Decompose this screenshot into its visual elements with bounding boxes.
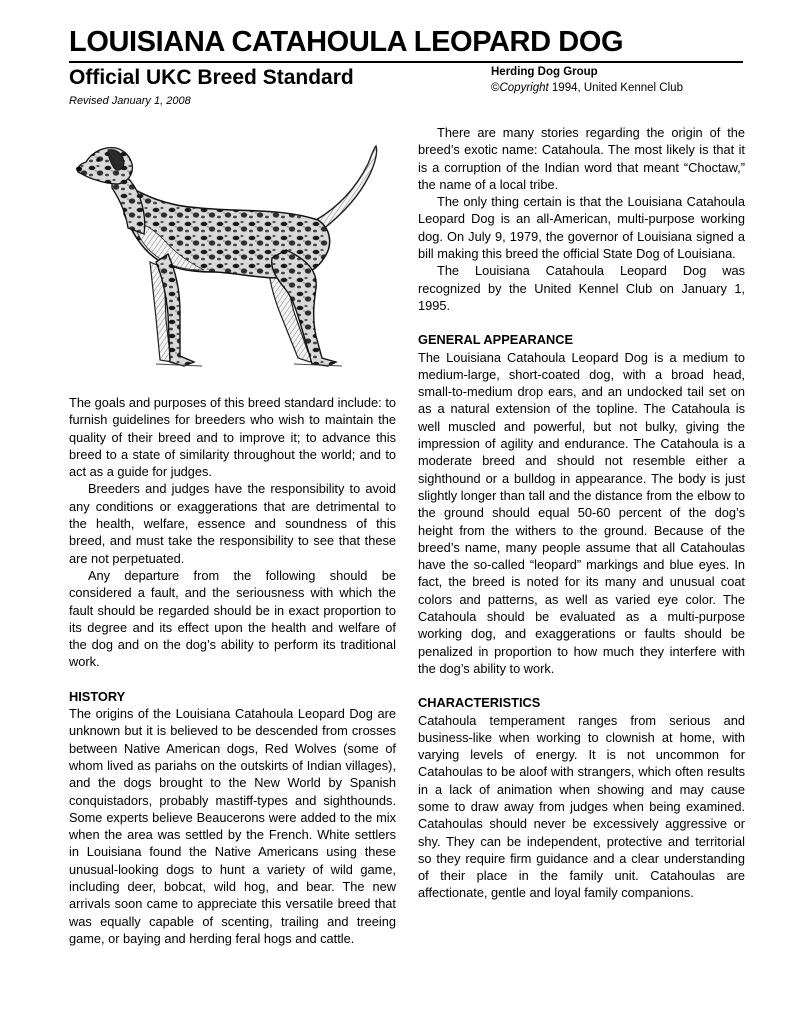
right-column: [418, 124, 745, 902]
copyright-word: Copyright: [499, 82, 549, 94]
origin-paragraph: The Louisiana Catahoula Leopard Dog was recognized by the United Kennel Club on January 1, 1995.: [418, 263, 745, 313]
breed-group: Herding Dog Group: [491, 66, 598, 78]
history-paragraph: The origins of the Louisiana Catahoula Leopard Dog are unknown but it is believed to be descended from crosses between Native American dogs, Red Wolves (some of whom lived as pariahs on the outskirts of Indian villages), and the dogs brought to the New World by Spanish conquistadors, probably mastiff-types and sighthounds. Some experts believe Beaucerons were added to the mix when the area was settled by the French. White settlers in Louisiana found the Native Americans using these unusual-looking dogs to hunt a variety of wild game, including deer, bobcat, wild hog, and bear. The new arrivals soon came to appreciate this versatile breed that was equally capable of scenting, trailing and treeing game, or baying and herding feral hogs and cattle.: [69, 706, 396, 946]
intro-paragraph: Breeders and judges have the responsibility to avoid any conditions or exaggerations that are detrimental to the health, welfare, essence and soundness of this breed, and must take the responsibility to see that these are not perpetuated.: [69, 481, 396, 566]
characteristics-heading: CHARACTERISTICS: [418, 695, 541, 711]
copyright-line: [491, 82, 683, 94]
intro-paragraph: Any departure from the following should be considered a fault, and the seriousness with which the fault should be regarded should be in exact proportion to its degree and its effect upon the health and welfare of the dog and on the dog’s ability to perform its traditional work.: [69, 567, 396, 670]
copyright-symbol: ©: [491, 82, 500, 94]
intro-paragraph: The goals and purposes of this breed standard include: to furnish guidelines for breeders who wish to maintain the quality of their breed and to improve it; to advance this breed to a state of similarity throughout the world; and to act as a guide for judges.: [69, 395, 396, 480]
revised-date: Revised January 1, 2008: [69, 95, 191, 107]
history-heading: HISTORY: [69, 688, 126, 704]
page-title: LOUISIANA CATAHOULA LEOPARD DOG: [69, 26, 624, 58]
characteristics-paragraph: Catahoula temperament ranges from serious and business-like when working to clownish at home, with varying levels of energy. It is not uncommon for Catahoulas to be aloof with strangers, which often results in a lack of animation when showing and may cause some to draw away from judges when being examined. Catahoulas should never be excessively aggressive or shy. They can be independent, protective and territorial so they require firm guidance and a clear understanding of their place in the family unit. Catahoulas are affectionate, gentle and loyal family companions.: [418, 712, 745, 901]
page-subtitle: Official UKC Breed Standard: [69, 66, 354, 89]
copyright-rest: 1994, United Kennel Club: [548, 82, 683, 94]
origin-paragraph: There are many stories regarding the origin of the breed’s exotic name: Catahoula. The most likely is that it is a corruption of the Indian word that meant “Choctaw,” the name of a local tribe.: [418, 125, 745, 192]
title-rule: [69, 61, 743, 63]
general-appearance-paragraph: The Louisiana Catahoula Leopard Dog is a medium to medium-large, short-coated dog, with a broad head, small-to-medium drop ears, and an undocked tail set on as a natural extension of the topline. The Catahoula is well muscled and powerful, but not bulky, giving the impression of agility and endurance. The Catahoula is a moderate breed and should not resemble either a sighthound or a bulldog in appearance. The body is just slightly longer than tall and the distance from the elbow to the ground should equal 50-60 percent of the dog’s height from the withers to the ground. Because of the breed’s name, many people assume that all Catahoulas have the so-called “leopard” markings and blue eyes. In fact, the breed is noted for its many and unusual coat colors and patterns, as well as varied eye color. The Catahoula should be evaluated as a multi-purpose working dog, and exaggerations or faults should be penalized in proportion to how much they interfere with the dog’s ability to work.: [418, 349, 745, 676]
origin-paragraph: The only thing certain is that the Louisiana Catahoula Leopard Dog is an all-American, multi-purpose working dog. On July 9, 1979, the governor of Louisiana signed a bill making this breed the official State Dog of Louisiana.: [418, 194, 745, 262]
left-column: [69, 394, 396, 947]
leopard-dog-illustration-icon: [72, 122, 384, 384]
general-appearance-heading: GENERAL APPEARANCE: [418, 332, 574, 348]
